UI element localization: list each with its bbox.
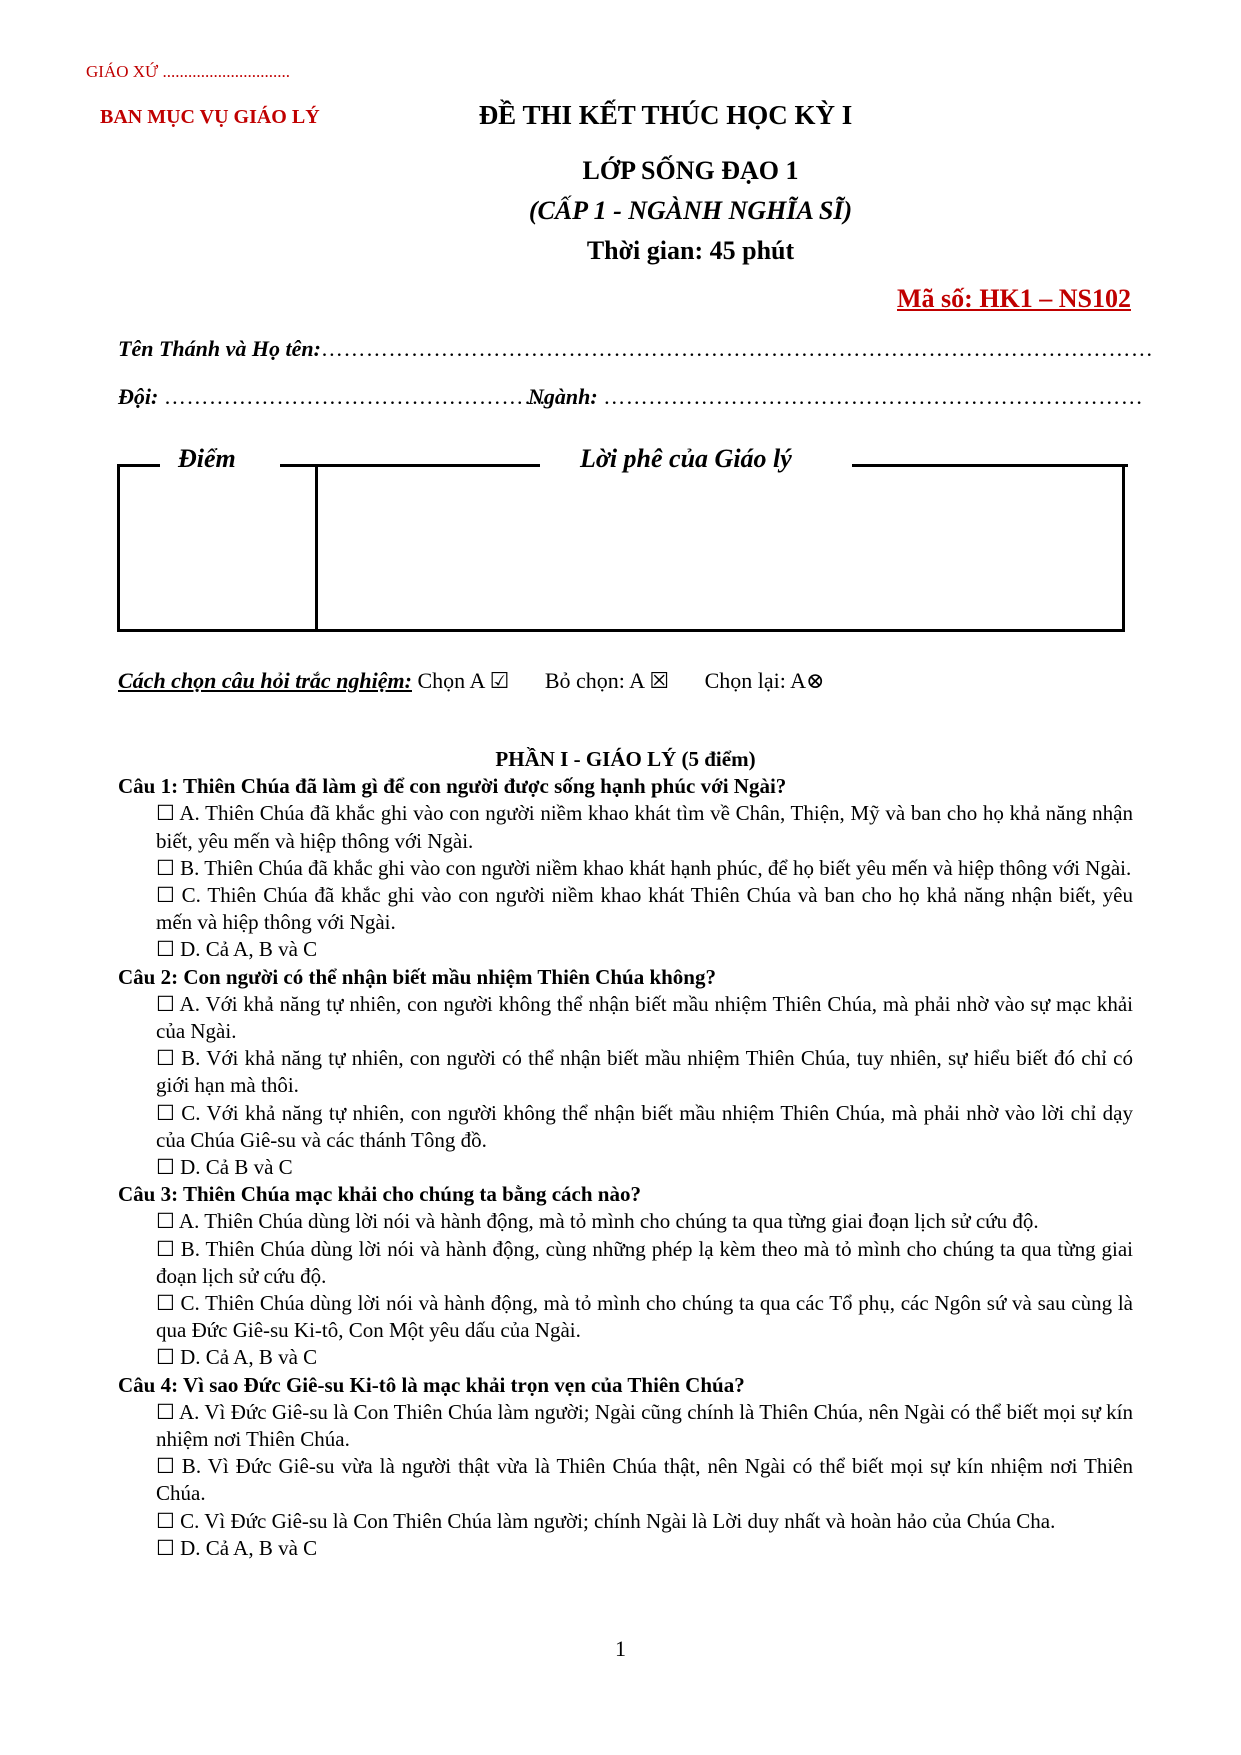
- instructions-label: Cách chọn câu hỏi trắc nghiệm:: [118, 668, 412, 693]
- option-1b[interactable]: ☐ B. Thiên Chúa đã khắc ghi vào con người niềm khao khát hạnh phúc, để họ biết yêu mến và hiệp thông với Ngài.: [156, 855, 1132, 880]
- answer-instructions: [118, 668, 824, 694]
- question-2: Câu 2: Con người có thể nhận biết mầu nhiệm Thiên Chúa không?: [118, 964, 716, 989]
- option-2b[interactable]: ☐ B. Với khả năng tự nhiên, con người có thể nhận biết mầu nhiệm Thiên Chúa, tuy nhiên, sự hiểu biết đó chỉ có giới hạn mà thôi.: [156, 1046, 1133, 1098]
- section-title: PHẦN I - GIÁO LÝ (5 điểm): [495, 747, 756, 771]
- option-3d[interactable]: ☐ D. Cả A, B và C: [156, 1345, 318, 1370]
- box-divider: [315, 464, 318, 629]
- option-3a[interactable]: ☐ A. Thiên Chúa dùng lời nói và hành động, mà tỏ mình cho chúng ta qua từng giai đoạn lịch sử cứu độ.: [156, 1209, 1039, 1234]
- exam-title: ĐỀ THI KẾT THÚC HỌC KỲ I: [478, 100, 853, 130]
- team-field[interactable]: [118, 384, 546, 410]
- name-field[interactable]: [118, 336, 1153, 362]
- branch-field[interactable]: [528, 384, 1143, 410]
- grade-box: [117, 444, 1125, 632]
- class-name: LỚP SỐNG ĐẠO 1: [582, 156, 799, 185]
- team-label: Đội:: [118, 384, 159, 409]
- exam-content: [118, 746, 1133, 1562]
- option-4a[interactable]: ☐ A. Vì Đức Giê-su là Con Thiên Chúa làm người; Ngài cũng chính là Thiên Chúa, nên Ngài có thể biết mọi sự kín nhiệm nơi Thiên Chúa.: [156, 1399, 1133, 1452]
- question-1: Câu 1: Thiên Chúa đã làm gì để con người được sống hạnh phúc với Ngài?: [118, 774, 787, 799]
- board-label: BAN MỤC VỤ GIÁO LÝ: [100, 106, 320, 128]
- option-1c[interactable]: ☐ C. Thiên Chúa đã khắc ghi vào con người niềm khao khát Thiên Chúa và ban cho họ khả năng nhận biết, yêu mến và hiệp thông với Ngài.: [156, 883, 1133, 935]
- option-1d[interactable]: ☐ D. Cả A, B và C: [156, 937, 318, 962]
- instruction-choose: Chọn A ☑: [417, 668, 510, 693]
- option-3b[interactable]: ☐ B. Thiên Chúa dùng lời nói và hành động, cùng những phép lạ kèm theo mà tỏ mình cho chúng ta qua từng giai đoạn lịch sử cứu độ.: [156, 1236, 1133, 1288]
- option-4b[interactable]: ☐ B. Vì Đức Giê-su vừa là người thật vừa là Thiên Chúa thật, nên Ngài có thể biết mọi sự kín nhiệm nơi Thiên Chúa.: [156, 1454, 1133, 1506]
- exam-code: Mã số: HK1 – NS102: [897, 284, 1131, 313]
- team-dots: ……………………………………………: [163, 384, 547, 409]
- option-2a[interactable]: ☐ A. Với khả năng tự nhiên, con người không thể nhận biết mầu nhiệm Thiên Chúa, mà phải nhờ vào sự mạc khải của Ngài.: [156, 991, 1133, 1044]
- box-top-border-left: [120, 464, 160, 467]
- option-4d[interactable]: ☐ D. Cả A, B và C: [156, 1535, 318, 1560]
- question-4: Câu 4: Vì sao Đức Giê-su Ki-tô là mạc khải trọn vẹn của Thiên Chúa?: [118, 1372, 745, 1397]
- comment-label: Lời phê của Giáo lý: [580, 444, 792, 473]
- page-number: 1: [615, 1636, 626, 1661]
- option-4c[interactable]: ☐ C. Vì Đức Giê-su là Con Thiên Chúa làm người; chính Ngài là Lời duy nhất và hoàn hảo của Chúa Cha.: [156, 1508, 1056, 1533]
- branch-dots: ………………………………………………………………: [603, 384, 1144, 409]
- box-top-border-right: [852, 464, 1128, 467]
- option-2c[interactable]: ☐ C. Với khả năng tự nhiên, con người không thể nhận biết mầu nhiệm Thiên Chúa, mà phải nhờ vào lời chỉ dạy của Chúa Giê-su và các thánh Tông đồ.: [156, 1100, 1133, 1152]
- score-label: Điểm: [178, 444, 236, 473]
- name-label: Tên Thánh và Họ tên:: [118, 336, 321, 361]
- question-3: Câu 3: Thiên Chúa mạc khải cho chúng ta bằng cách nào?: [118, 1182, 641, 1207]
- box-top-border-middle: [280, 464, 540, 467]
- option-3c[interactable]: ☐ C. Thiên Chúa dùng lời nói và hành động, mà tỏ mình cho chúng ta qua các Tổ phụ, các Ngôn sứ và sau cùng là qua Đức Giê-su Ki-tô, Con Một yêu dấu của Ngài.: [156, 1291, 1133, 1343]
- instruction-unchoose: Bỏ chọn: A ☒: [544, 668, 670, 693]
- instruction-rechoose: Chọn lại: A⊗: [704, 668, 825, 693]
- name-dots: …………………………………………………………………………………………………: [320, 336, 1154, 361]
- branch-label: Ngành:: [528, 384, 598, 409]
- parish-label: GIÁO XỨ ..............................: [86, 62, 290, 81]
- exam-duration: Thời gian: 45 phút: [586, 236, 795, 265]
- class-level: (CẤP 1 - NGÀNH NGHĨA SĨ): [528, 196, 853, 225]
- option-1a[interactable]: ☐ A. Thiên Chúa đã khắc ghi vào con người niềm khao khát tìm về Chân, Thiện, Mỹ và ban cho họ khả năng nhận biết, yêu mến và hiệp thông với Ngài.: [156, 801, 1133, 853]
- option-2d[interactable]: ☐ D. Cả B và C: [156, 1155, 293, 1180]
